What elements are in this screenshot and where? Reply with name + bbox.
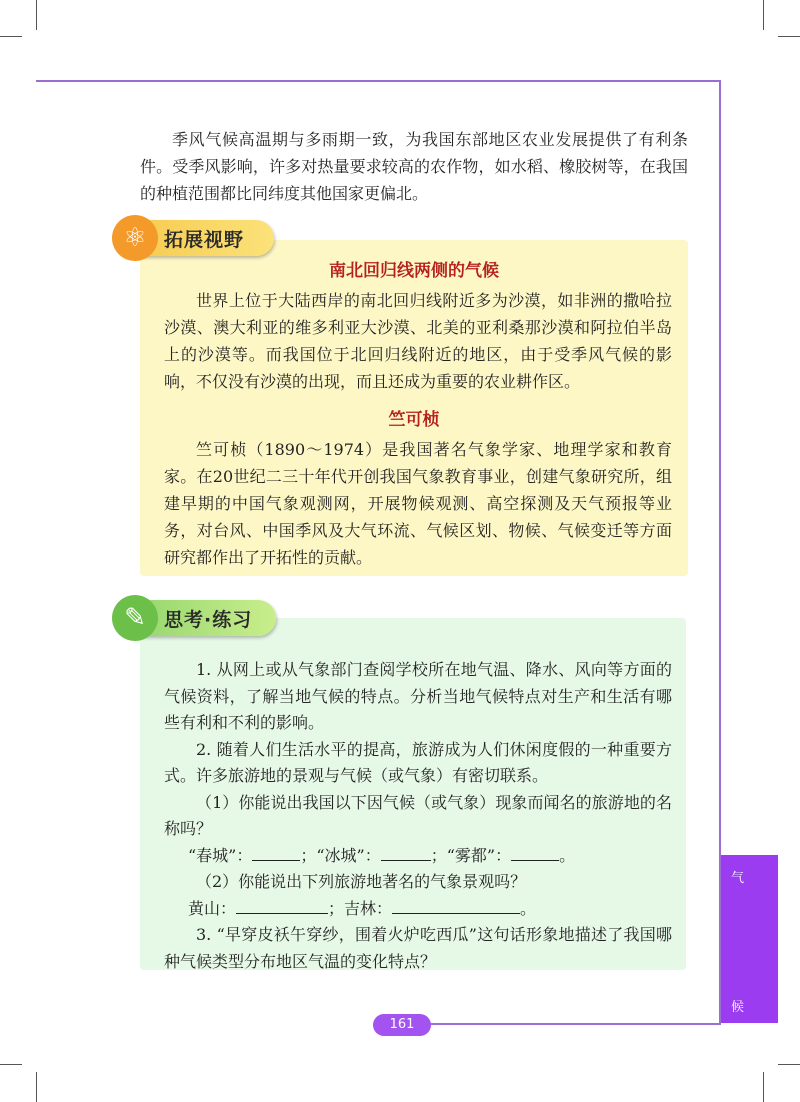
crop-mark bbox=[763, 1072, 764, 1102]
question-2-part-2: （2）你能说出下列旅游地著名的气象景观吗？ bbox=[196, 872, 527, 891]
answer-blank[interactable] bbox=[392, 897, 520, 914]
answer-blank[interactable] bbox=[236, 897, 328, 914]
chapter-side-tab bbox=[721, 855, 778, 1023]
think-practice-label: 思考·练习 bbox=[164, 608, 253, 631]
expand-view-badge bbox=[116, 220, 274, 256]
fill-line-b: 黄山： ；吉林： 。 bbox=[188, 898, 537, 918]
page-frame-bottom bbox=[420, 1023, 720, 1025]
fill-line-a: “春城”： ；“冰城”： ；“雾都”： 。 bbox=[188, 845, 576, 865]
question-1: 1. 从网上或从气象部门查阅学校所在地气温、降水、风向等方面的气候资料，了解当地气候的特点。分析当地气候特点对生产和生活有哪些有利和不利的影响。 bbox=[164, 660, 672, 732]
page-number: 161 bbox=[373, 1014, 431, 1036]
expand-view-label: 拓展视野 bbox=[164, 228, 245, 251]
page-frame-top bbox=[36, 80, 720, 82]
side-tab-bottom: 候 bbox=[731, 1000, 745, 1015]
atom-icon: ⚛ bbox=[112, 215, 158, 261]
side-tab-top: 气 bbox=[731, 871, 745, 886]
crop-mark bbox=[763, 0, 764, 30]
question-2-part-1: （1）你能说出我国以下因气候（或气象）现象而闻名的旅游地的名称吗？ bbox=[164, 792, 672, 838]
crop-mark bbox=[778, 36, 800, 37]
clipboard-pencil-icon: ✎ bbox=[112, 595, 158, 641]
question-3: 3. “早穿皮袄午穿纱，围着火炉吃西瓜”这句话形象地描述了我国哪种气候类型分布地区气温的变化特点？ bbox=[164, 925, 672, 971]
answer-blank[interactable] bbox=[511, 844, 559, 861]
question-2: 2. 随着人们生活水平的提高，旅游成为人们休闲度假的一种重要方式。许多旅游地的景观与气候（或气象）有密切联系。 bbox=[164, 739, 672, 785]
crop-mark bbox=[0, 36, 22, 37]
exercise-list bbox=[164, 657, 672, 975]
think-practice-badge bbox=[116, 600, 276, 636]
tropics-paragraph: 世界上位于大陆西岸的南北回归线附近多为沙漠，如非洲的撒哈拉沙漠、澳大利亚的维多利亚大沙漠、北美的亚利桑那沙漠和阿拉伯半岛上的沙漠等。而我国位于北回归线附近的地区，由于受季风气候的影响，不仅没有沙漠的出现，而且还成为重要的农业耕作区。 bbox=[164, 291, 672, 391]
crop-mark bbox=[36, 0, 37, 30]
answer-blank[interactable] bbox=[252, 844, 300, 861]
intro-paragraph: 季风气候高温期与多雨期一致，为我国东部地区农业发展提供了有利条件。受季风影响，许多对热量要求较高的农作物，如水稻、橡胶树等，在我国的种植范围都比同纬度其他国家更偏北。 bbox=[140, 130, 688, 203]
crop-mark bbox=[778, 1064, 800, 1065]
crop-mark bbox=[36, 1072, 37, 1102]
crop-mark bbox=[0, 1064, 22, 1065]
zhu-kezhen-paragraph: 竺可桢（1890～1974）是我国著名气象学家、地理学家和教育家。在20世纪二三十年代开创我国气象教育事业，创建气象研究所，组建早期的中国气象观测网，开展物候观测、高空探测及天气预报等业务，对台风、中国季风及大气环流、气候区划、物候、气候变迁等方面研究都作出了开拓性的贡献。 bbox=[164, 440, 672, 567]
section-title-tropics: 南北回归线两侧的气候 bbox=[329, 261, 499, 281]
answer-blank[interactable] bbox=[381, 844, 431, 861]
section-title-zhu-kezhen: 竺可桢 bbox=[388, 410, 440, 430]
